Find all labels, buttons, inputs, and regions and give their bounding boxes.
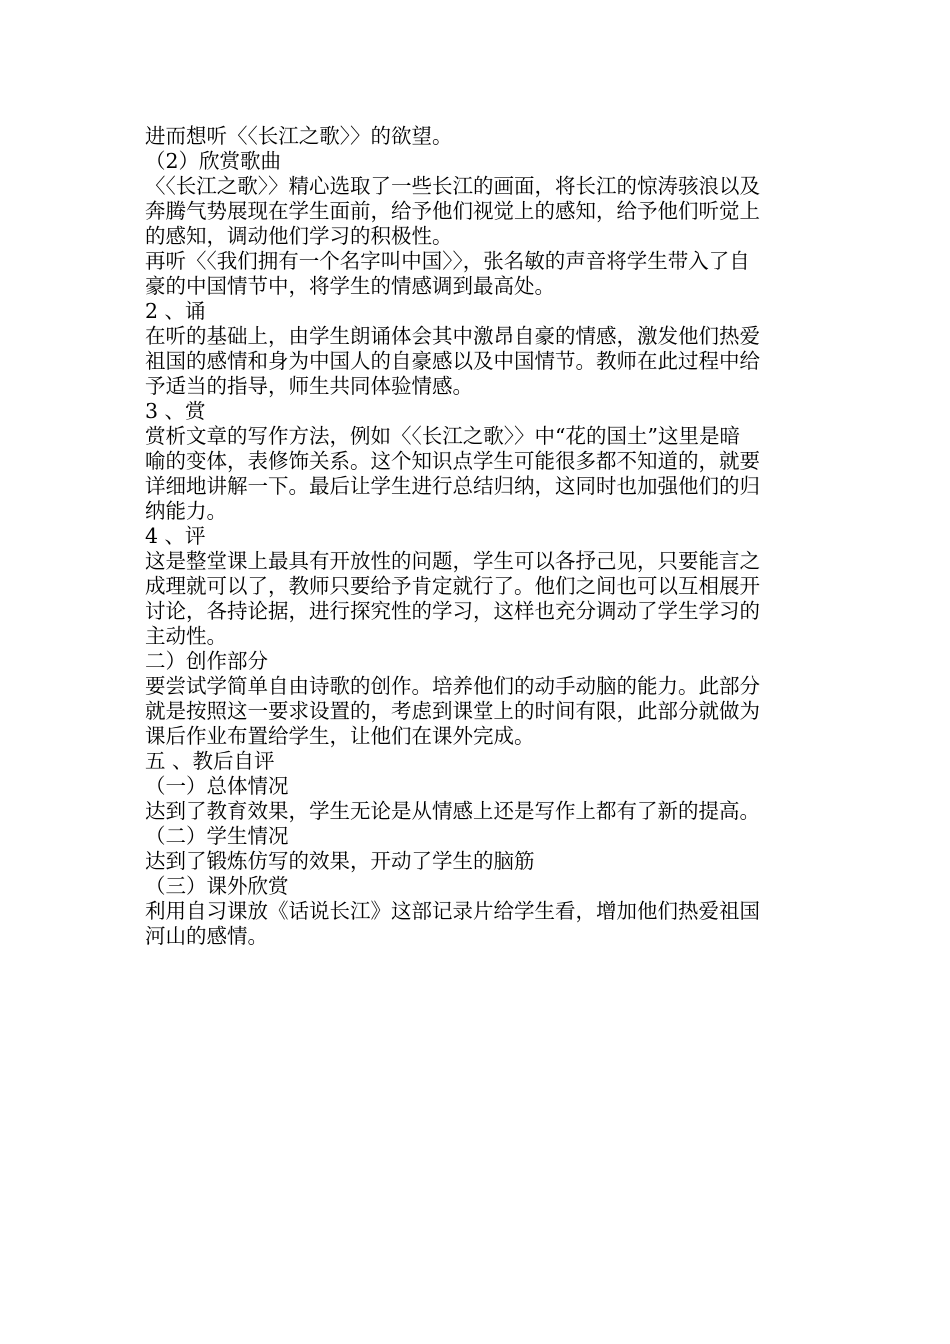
text-line: 就是按照这一要求设置的，考虑到课堂上的时间有限，此部分就做为 [145, 699, 760, 723]
text-line: 豪的中国情节中，将学生的情感调到最高处。 [145, 274, 555, 298]
text-line: 予适当的指导，师生共同体验情感。 [145, 374, 473, 398]
text-line: 利用自习课放《话说长江》这部记录片给学生看，增加他们热爱祖国 [145, 899, 760, 923]
text-line: 祖国的感情和身为中国人的自豪感以及中国情节。教师在此过程中给 [145, 349, 760, 373]
section-heading: （2）欣赏歌曲 [145, 149, 282, 173]
text-line: 〈〈长江之歌〉〉精心选取了一些长江的画面，将长江的惊涛骇浪以及 [145, 174, 760, 198]
text-line: 赏析文章的写作方法，例如〈〈长江之歌〉〉中“花的国土”这里是暗 [145, 424, 740, 448]
text-line: 详细地讲解一下。最后让学生进行总结归纳，这同时也加强他们的归 [145, 474, 760, 498]
text-line: 进而想听〈〈长江之歌〉〉的欲望。 [145, 124, 453, 148]
section-heading: （一）总体情况 [145, 774, 289, 798]
text-line: 要尝试学简单自由诗歌的创作。培养他们的动手动脑的能力。此部分 [145, 674, 760, 698]
text-line: 河山的感情。 [145, 924, 268, 948]
text-line: 纳能力。 [145, 499, 227, 523]
text-line: 达到了教育效果，学生无论是从情感上还是写作上都有了新的提高。 [145, 799, 760, 823]
section-heading: 4 、评 [145, 524, 206, 548]
text-line: 再听〈〈我们拥有一个名字叫中国〉〉，张名敏的声音将学生带入了自 [145, 249, 750, 273]
text-line: 的感知，调动他们学习的积极性。 [145, 224, 453, 248]
text-line: 奔腾气势展现在学生面前，给予他们视觉上的感知，给予他们听觉上 [145, 199, 760, 223]
section-heading: 3 、赏 [145, 399, 206, 423]
text-line: 在听的基础上，由学生朗诵体会其中激昂自豪的情感，激发他们热爱 [145, 324, 760, 348]
text-line: 课后作业布置给学生，让他们在课外完成。 [145, 724, 535, 748]
section-heading: （二）学生情况 [145, 824, 289, 848]
document-body [145, 124, 810, 949]
section-heading: 2 、诵 [145, 299, 206, 323]
section-heading: （三）课外欣赏 [145, 874, 289, 898]
text-line: 主动性。 [145, 624, 227, 648]
text-line: 讨论，各持论据，进行探究性的学习，这样也充分调动了学生学习的 [145, 599, 760, 623]
text-line: 这是整堂课上最具有开放性的问题，学生可以各抒己见，只要能言之 [145, 549, 760, 573]
section-heading: 二）创作部分 [145, 649, 268, 673]
text-line: 达到了锻炼仿写的效果，开动了学生的脑筋 [145, 849, 535, 873]
section-heading: 五 、教后自评 [145, 749, 275, 773]
text-line: 成理就可以了，教师只要给予肯定就行了。他们之间也可以互相展开 [145, 574, 760, 598]
text-line: 喻的变体，表修饰关系。这个知识点学生可能很多都不知道的，就要 [145, 449, 760, 473]
